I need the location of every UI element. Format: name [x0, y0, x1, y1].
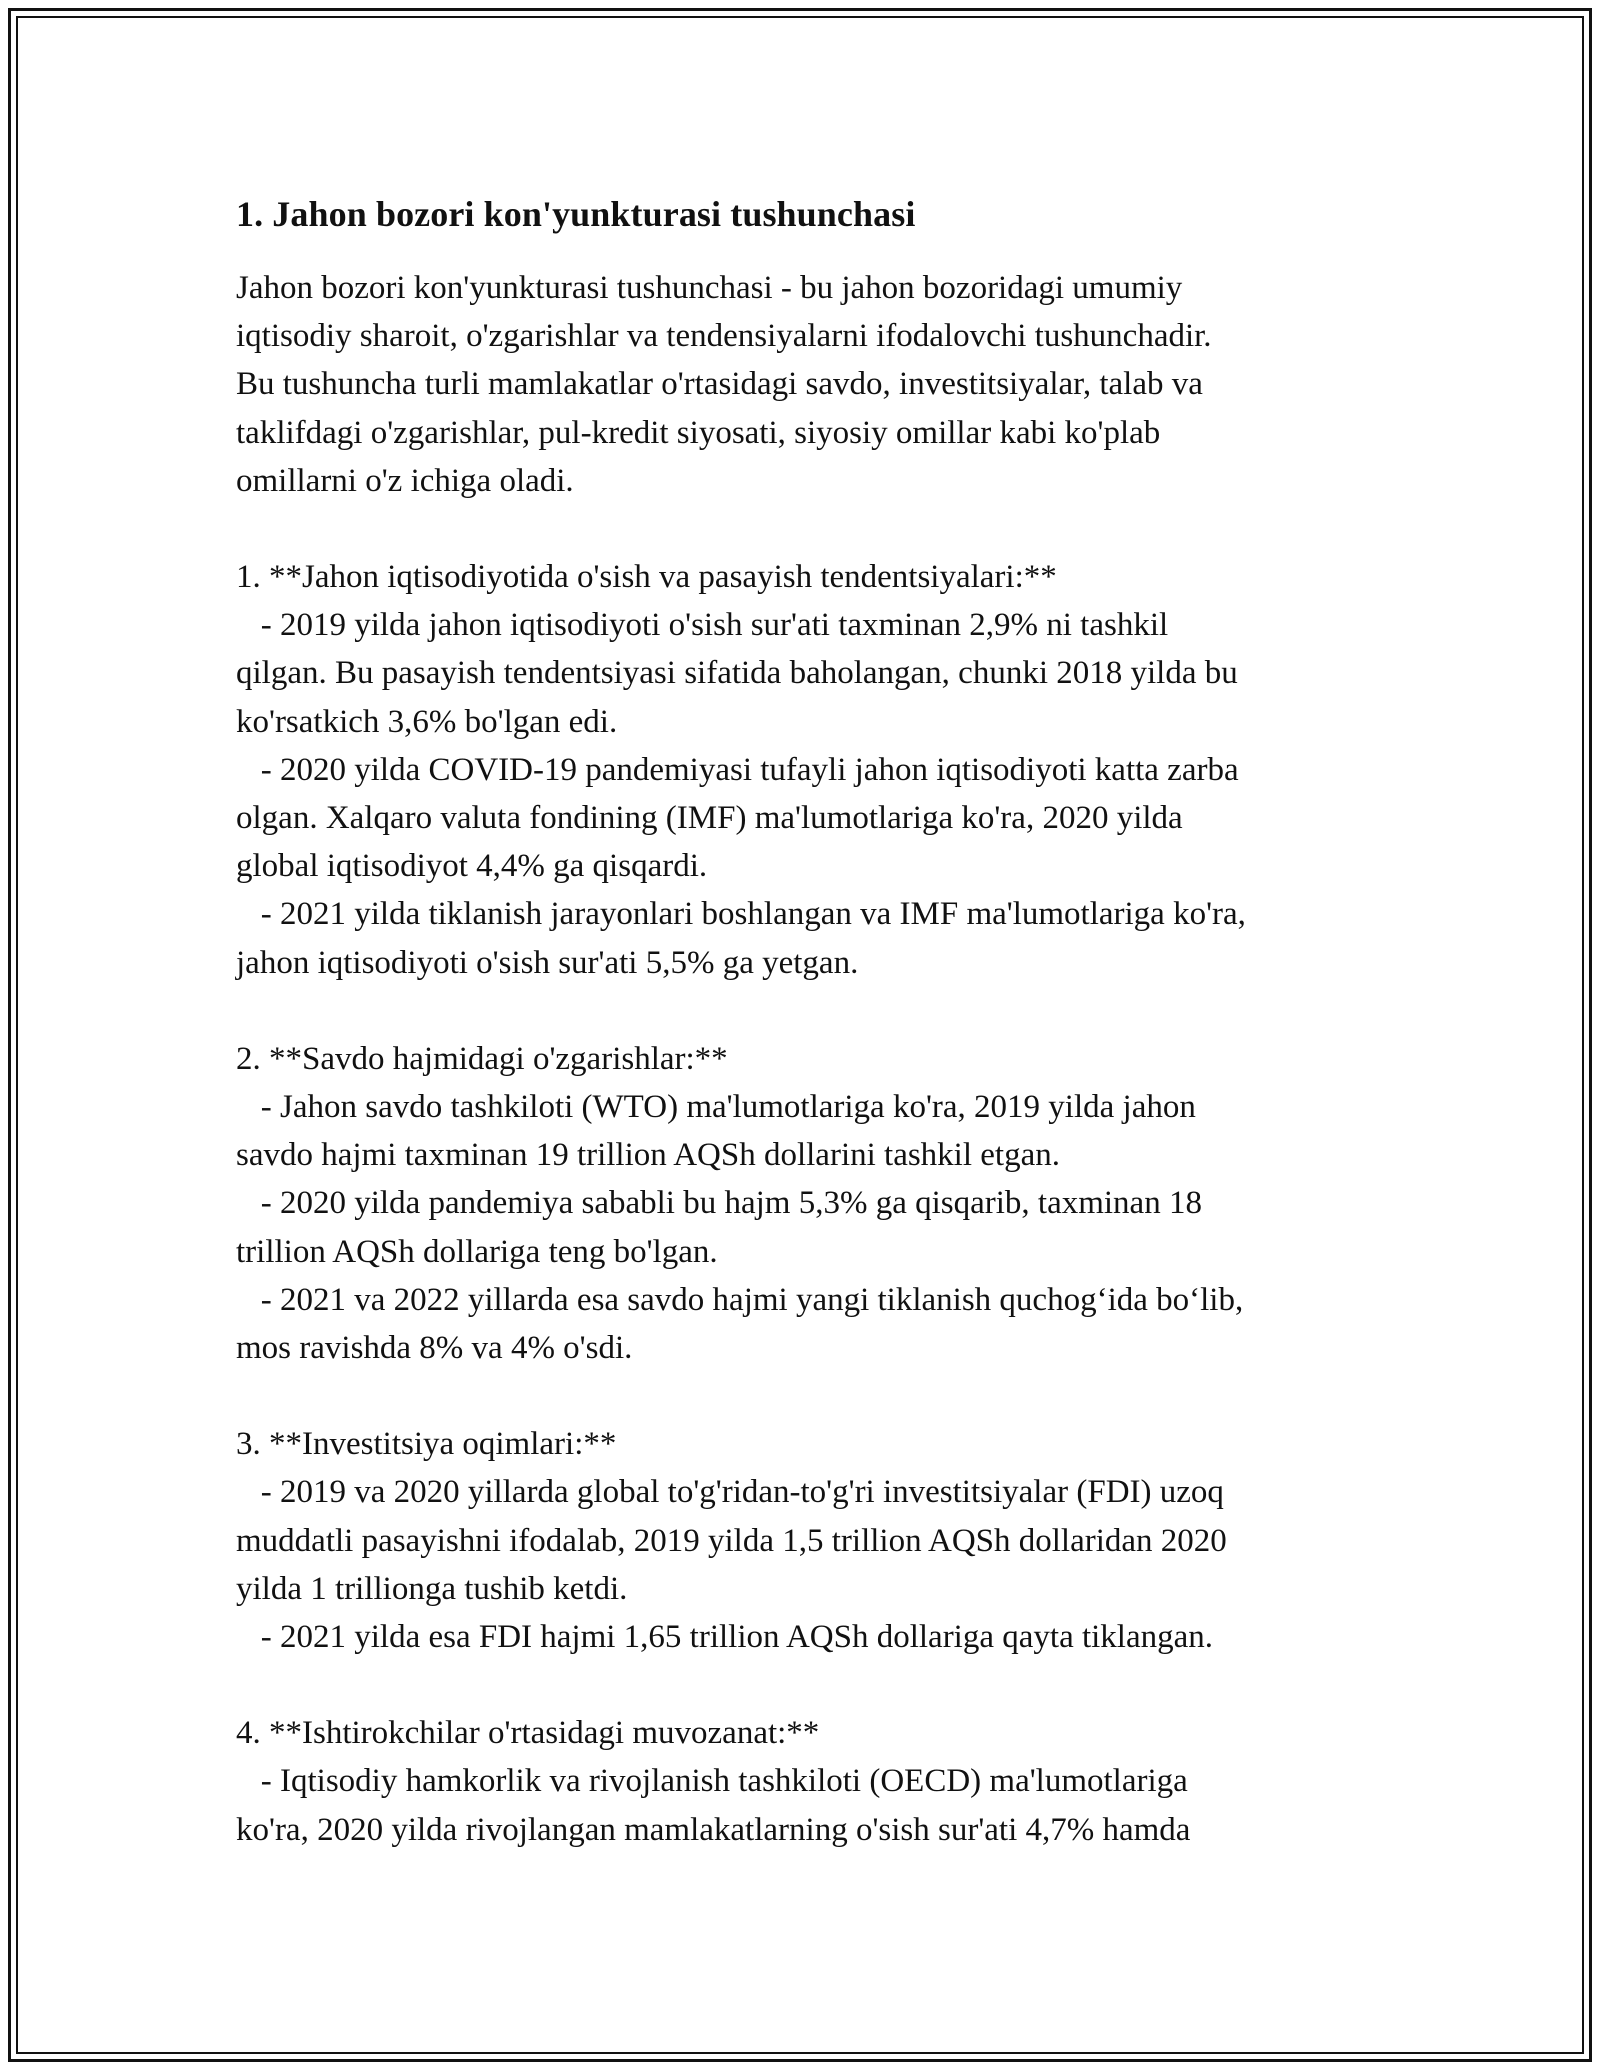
section-investment-flows: 3. **Investitsiya oqimlari:** - 2019 va 2020 yillarda global to'g'ridan-to'g'ri investitsiyalar (FDI) uzoq muddatli pasayishni ifodalab, 2019 yilda 1,5 trillion AQSh dollaridan 2020 yilda 1 trillionga tushib ketdi. - 2021 yilda esa FDI hajmi 1,65 trillion AQSh dollariga qayta tiklangan. [236, 1426, 1227, 1656]
document-body [236, 190, 1386, 1854]
section-trade-volume: 2. **Savdo hajmidagi o'zgarishlar:** - Jahon savdo tashkiloti (WTO) ma'lumotlariga ko'ra, 2019 yilda jahon savdo hajmi taxminan 19 trillion AQSh dollarini tashkil etgan. - 2020 yilda pandemiya sababli bu hajm 5,3% ga qisqarib, taxminan 18 trillion AQSh dollariga teng bo'lgan. - 2021 va 2022 yillarda esa savdo hajmi yangi tiklanish quchog‘ida bo‘lib, mos ravishda 8% va 4% o'sdi. [236, 1040, 1244, 1367]
document-title: 1. Jahon bozori kon'yunkturasi tushunchasi [236, 194, 916, 234]
section-growth-trends: 1. **Jahon iqtisodiyotida o'sish va pasayish tendentsiyalari:** - 2019 yilda jahon iqtisodiyoti o'sish sur'ati taxminan 2,9% ni tashkil qilgan. Bu pasayish tendentsiyasi sifatida baholangan, chunki 2018 yilda bu ko'rsatkich 3,6% bo'lgan edi. - 2020 yilda COVID-19 pandemiyasi tufayli jahon iqtisodiyoti katta zarba olgan. Xalqaro valuta fondining (IMF) ma'lumotlariga ko'ra, 2020 yilda global iqtisodiyot 4,4% ga qisqardi. - 2021 yilda tiklanish jarayonlari boshlangan va IMF ma'lumotlariga ko'ra, jahon iqtisodiyoti o'sish sur'ati 5,5% ga yetgan. [236, 559, 1246, 981]
section-participant-balance: 4. **Ishtirokchilar o'rtasidagi muvozanat:** - Iqtisodiy hamkorlik va rivojlanish tashkiloti (OECD) ma'lumotlariga ko'ra, 2020 yilda rivojlangan mamlakatlarning o'sish sur'ati 4,7% hamda [236, 1715, 1191, 1848]
intro-paragraph: Jahon bozori kon'yunkturasi tushunchasi - bu jahon bozoridagi umumiy iqtisodiy sharoit, o'zgarishlar va tendensiyalarni ifodalovchi tushunchadir. Bu tushuncha turli mamlakatlar o'rtasidagi savdo, investitsiyalar, talab va taklifdagi o'zgarishlar, pul-kredit siyosati, siyosiy omillar kabi ko'plab omillarni o'z ichiga oladi. [236, 270, 1212, 499]
